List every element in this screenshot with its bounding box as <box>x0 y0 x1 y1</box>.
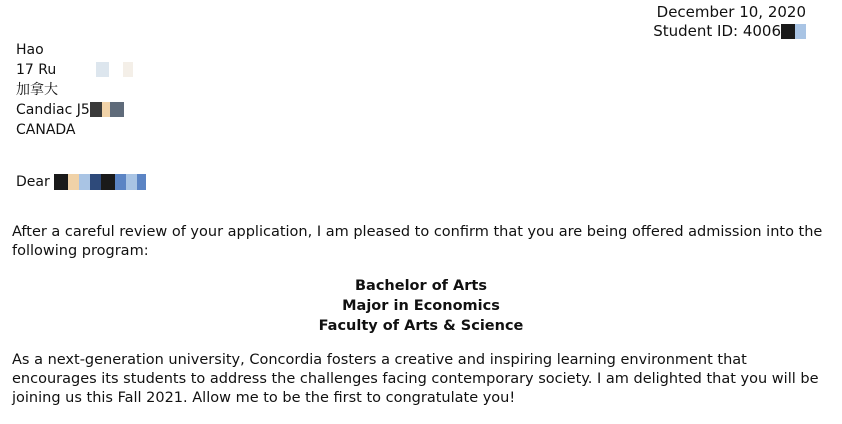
recipient-country: CANADA <box>16 122 76 138</box>
recipient-country-chinese: 加拿大 <box>16 82 58 98</box>
salutation: Dear <box>16 172 146 192</box>
program-degree: Bachelor of Arts <box>355 278 487 294</box>
redaction-mosaic <box>90 102 124 118</box>
program-major: Major in Economics <box>342 298 500 314</box>
recipient-address <box>16 40 133 140</box>
closing-paragraph: As a next-generation university, Concordia fosters a creative and inspiring learning environment that encourages its students to address the challenges facing contemporary society. I am delighted that you will be joining us this Fall 2021. Allow me to be the first to congratulate you! <box>12 352 819 406</box>
letter-header <box>653 3 806 41</box>
recipient-street: 17 Ru <box>16 60 133 80</box>
recipient-city: Candiac J5 <box>16 100 133 120</box>
intro-paragraph: After a careful review of your application, I am pleased to confirm that you are being offered admission into the following program: <box>12 224 823 259</box>
recipient-name: Hao <box>16 42 44 58</box>
letter-date: December 10, 2020 <box>656 3 806 21</box>
redaction-mosaic <box>54 174 146 190</box>
student-id: Student ID: 4006 <box>653 22 806 41</box>
redaction-mosaic <box>56 62 133 78</box>
redaction-mosaic <box>781 24 806 40</box>
program-block <box>0 276 842 336</box>
program-faculty: Faculty of Arts & Science <box>318 318 524 334</box>
